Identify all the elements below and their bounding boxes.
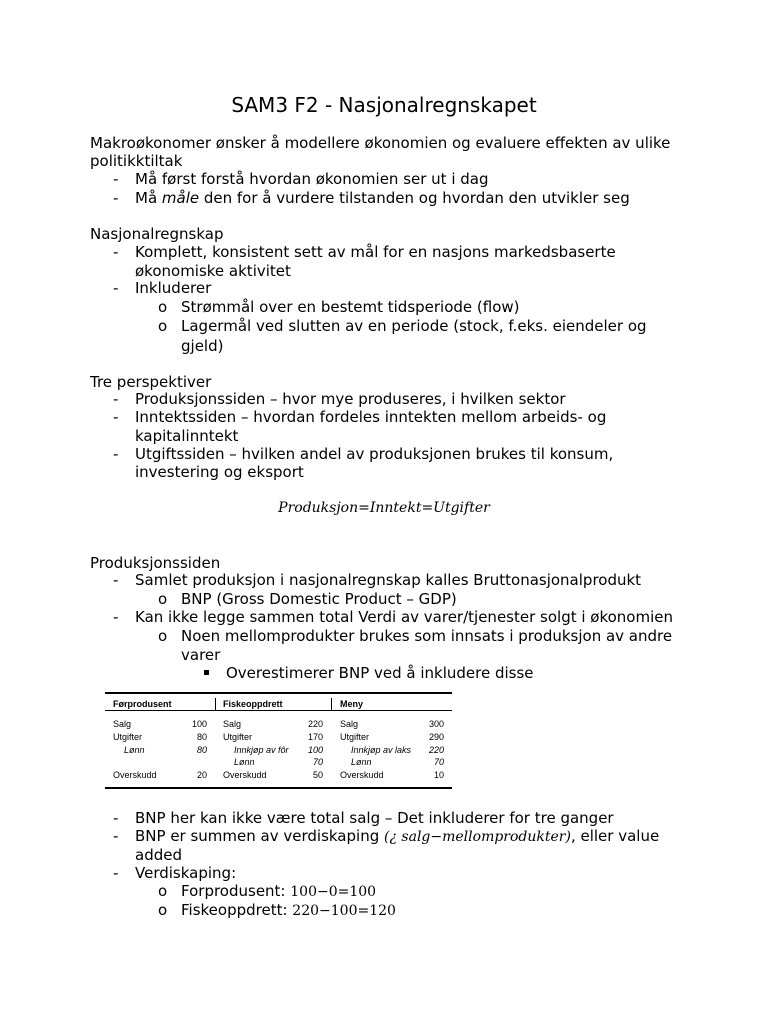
circle-marker: o bbox=[158, 590, 168, 608]
nasjonal-sub-2-line-2: gjeld) bbox=[181, 337, 224, 355]
table-header: Fiskeoppdrett bbox=[223, 699, 283, 709]
circle-marker: o bbox=[158, 317, 168, 335]
table-cell-label: Innkjøp av laks bbox=[351, 745, 412, 755]
table-cell-label: Overskudd bbox=[223, 770, 267, 780]
nasjonal-bullet-1-line-1: Komplett, konsistent sett av mål for en nasjons markedsbaserte bbox=[135, 243, 616, 261]
column-separator bbox=[215, 698, 216, 710]
bnp-bullet-3: Verdiskaping: bbox=[135, 864, 237, 882]
table-cell-value: 220 bbox=[428, 745, 444, 755]
produksjon-sub-2-line-2: varer bbox=[181, 646, 221, 664]
column-separator bbox=[331, 698, 332, 710]
bnp-sub-2: Fiskeoppdrett: 220−100=120 bbox=[181, 901, 396, 919]
bnp-bullet-2-line-2: added bbox=[135, 846, 182, 864]
bnp-formula: (¿ salg−mellomprodukter) bbox=[384, 829, 571, 845]
table-cell-value: 70 bbox=[433, 757, 444, 767]
table-cell-value: 70 bbox=[312, 757, 323, 767]
table-cell-label: Lønn bbox=[234, 757, 255, 767]
table-cell-value: 10 bbox=[433, 770, 444, 780]
table-cell-value: 300 bbox=[428, 719, 444, 729]
perspektiv-bullet-1: Produksjonssiden – hvor mye produseres, i hvilken sektor bbox=[135, 390, 566, 408]
dash-marker: - bbox=[113, 571, 119, 589]
bnp-bullet-1: BNP her kan ikke være total salg – Det inkluderer for tre ganger bbox=[135, 809, 614, 827]
table-cell-value: 80 bbox=[196, 745, 207, 755]
page-title: SAM3 F2 - Nasjonalregnskapet bbox=[231, 93, 537, 117]
dash-marker: - bbox=[113, 864, 119, 882]
table-header: Førprodusent bbox=[113, 699, 172, 709]
equation: Produksjon=Inntekt=Utgifter bbox=[278, 500, 490, 516]
dash-marker: - bbox=[113, 827, 119, 845]
perspektiv-bullet-2-line-2: kapitalinntekt bbox=[135, 427, 239, 445]
table-header-rule bbox=[105, 710, 452, 711]
dash-marker: - bbox=[113, 390, 119, 408]
table-cell-label: Lønn bbox=[124, 745, 145, 755]
dash-marker: - bbox=[113, 445, 119, 463]
table-cell-label: Salg bbox=[113, 719, 132, 729]
intro-bullet-1: Må først forstå hvordan økonomien ser ut i dag bbox=[135, 170, 489, 188]
table-cell-value: 20 bbox=[196, 770, 207, 780]
dash-marker: - bbox=[113, 608, 119, 626]
table-cell-label: Overskudd bbox=[113, 770, 157, 780]
table-cell-label: Salg bbox=[223, 719, 242, 729]
intro-line-1: Makroøkonomer ønsker å modellere økonomien og evaluere effekten av ulike bbox=[90, 134, 671, 152]
table-cell-label: Overskudd bbox=[340, 770, 384, 780]
table-cell-label: Utgifter bbox=[113, 732, 143, 742]
bnp-sub-1: Forprodusent: 100−0=100 bbox=[181, 882, 377, 900]
perspektiv-bullet-3-line-1: Utgiftssiden – hvilken andel av produksjonen brukes til konsum, bbox=[135, 445, 614, 463]
produksjon-sub-1: BNP (Gross Domestic Product – GDP) bbox=[181, 590, 457, 608]
dash-marker: - bbox=[113, 279, 119, 297]
dash-marker: - bbox=[113, 189, 119, 207]
table-cell-label: Utgifter bbox=[223, 732, 253, 742]
intro-bullet-2: Må måle den for å vurdere tilstanden og hvordan den utvikler seg bbox=[135, 189, 630, 207]
dash-marker: - bbox=[113, 809, 119, 827]
intro-line-2: politikktiltak bbox=[90, 152, 183, 170]
table-cell-value: 170 bbox=[307, 732, 323, 742]
nasjonal-bullet-1-line-2: økonomiske aktivitet bbox=[135, 262, 291, 280]
table-cell-value: 50 bbox=[312, 770, 323, 780]
section-heading-nasjonalregnskap: Nasjonalregnskap bbox=[90, 225, 224, 243]
table-cell-label: Salg bbox=[340, 719, 359, 729]
table-header: Meny bbox=[340, 699, 364, 709]
section-heading-produksjonssiden: Produksjonssiden bbox=[90, 554, 221, 572]
table-cell-value: 80 bbox=[196, 732, 207, 742]
circle-marker: o bbox=[158, 901, 168, 919]
produksjon-bullet-1: Samlet produksjon i nasjonalregnskap kalles Bruttonasjonalprodukt bbox=[135, 571, 642, 589]
square-bullet bbox=[204, 664, 209, 682]
section-heading-perspektiver: Tre perspektiver bbox=[90, 373, 212, 391]
table-bottom-rule bbox=[105, 787, 452, 789]
nasjonal-sub-1: Strømmål over en bestemt tidsperiode (flow) bbox=[181, 298, 520, 316]
circle-marker: o bbox=[158, 627, 168, 645]
perspektiv-bullet-3-line-2: investering og eksport bbox=[135, 463, 304, 481]
table-top-rule bbox=[105, 692, 452, 694]
table-cell-label: Utgifter bbox=[340, 732, 370, 742]
produksjon-subsub: Overestimerer BNP ved å inkludere disse bbox=[226, 664, 534, 682]
table-cell-label: Lønn bbox=[351, 757, 372, 767]
table-cell-value: 290 bbox=[428, 732, 444, 742]
dash-marker: - bbox=[113, 408, 119, 426]
circle-marker: o bbox=[158, 882, 168, 900]
bnp-bullet-2-line-1: BNP er summen av verdiskaping (¿ salg−mellomprodukter), eller value bbox=[135, 827, 660, 845]
table-cell-value: 100 bbox=[307, 745, 323, 755]
table-cell-value: 100 bbox=[191, 719, 207, 729]
dash-marker: - bbox=[113, 170, 119, 188]
produksjon-bullet-2: Kan ikke legge sammen total Verdi av varer/tjenester solgt i økonomien bbox=[135, 608, 674, 626]
value-added-table bbox=[105, 692, 452, 789]
nasjonal-bullet-2: Inkluderer bbox=[135, 279, 212, 297]
nasjonal-sub-2-line-1: Lagermål ved slutten av en periode (stock, f.eks. eiendeler og bbox=[181, 317, 647, 335]
table-cell-value: 220 bbox=[307, 719, 323, 729]
dash-marker: - bbox=[113, 243, 119, 261]
table-cell-label: Innkjøp av fôr bbox=[234, 745, 289, 755]
circle-marker: o bbox=[158, 298, 168, 316]
perspektiv-bullet-2-line-1: Inntektssiden – hvordan fordeles inntekten mellom arbeids- og bbox=[135, 408, 607, 426]
produksjon-sub-2-line-1: Noen mellomprodukter brukes som innsats i produksjon av andre bbox=[181, 627, 673, 645]
